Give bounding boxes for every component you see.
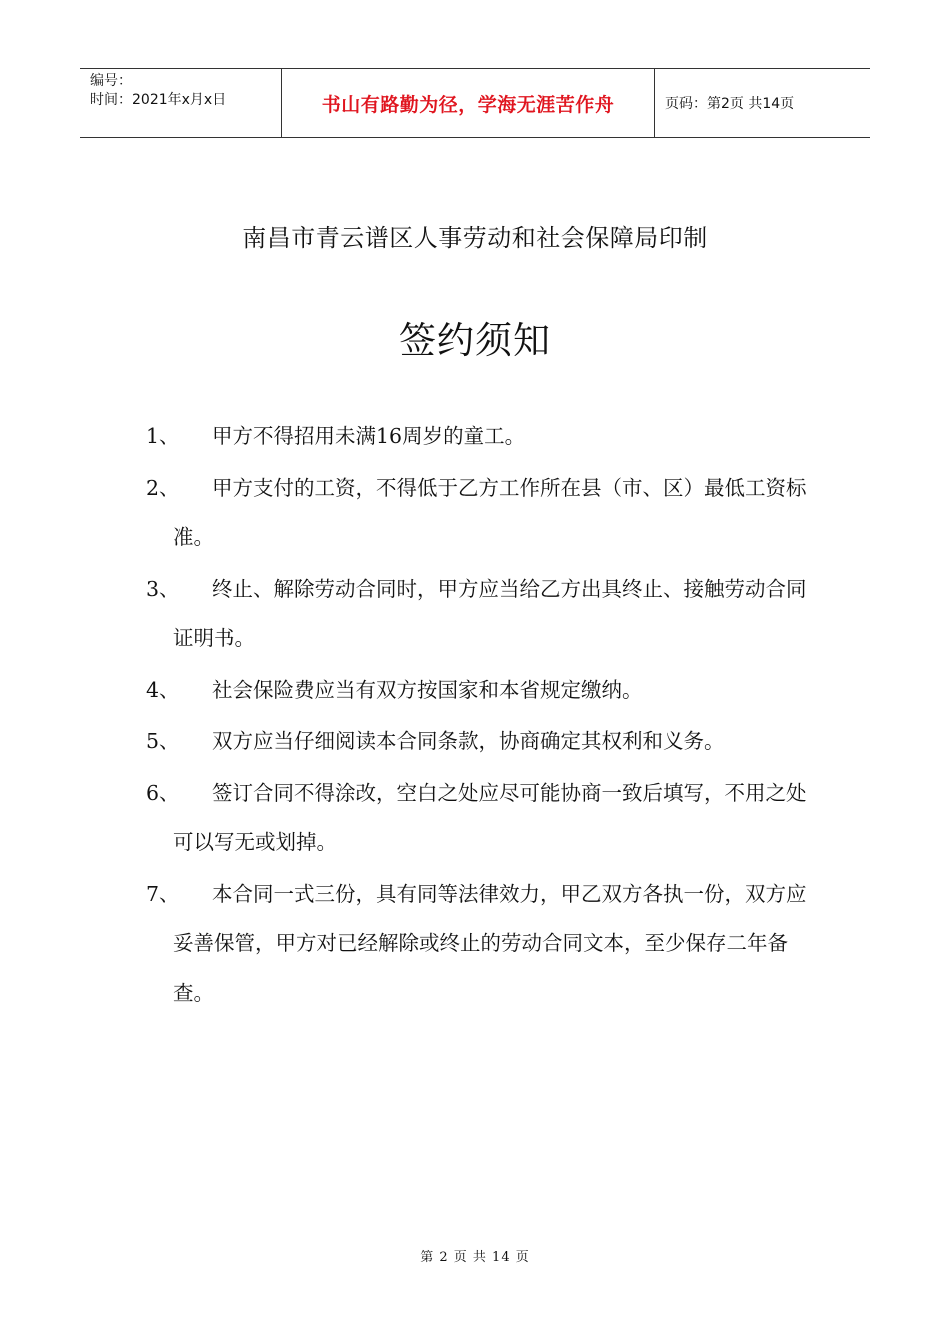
header-meta — [80, 69, 282, 137]
item-number: 4、 — [146, 677, 180, 702]
header-motto — [282, 69, 655, 137]
item-number: 7、 — [146, 881, 180, 906]
list-item — [0, 464, 950, 563]
list-item — [0, 565, 950, 664]
item-number: 2、 — [146, 475, 180, 500]
serial-number-label: 编号： — [90, 73, 132, 89]
item-number: 1、 — [146, 424, 180, 448]
header-page-info — [655, 69, 870, 137]
notice-list — [0, 412, 950, 1020]
document-title: 签约须知 — [399, 319, 551, 362]
item-text: 本合同一式三份，具有同等法律效力，甲乙双方各执一份，双方应妥善保管，甲方对已经解除或终止的劳动合同文本，至少保存二年备查。 — [173, 881, 807, 1005]
item-text: 甲方不得招用未满16周岁的童工。 — [212, 424, 526, 448]
item-number: 5、 — [146, 729, 180, 753]
page-footer: 第 2 页 共 14 页 — [420, 1250, 530, 1265]
list-item — [0, 769, 950, 868]
item-text: 签订合同不得涂改，空白之处应尽可能协商一致后填写，不用之处可以写无或划掉。 — [173, 780, 807, 854]
item-text: 社会保险费应当有双方按国家和本省规定缴纳。 — [212, 677, 643, 702]
motto-text: 书山有路勤为径，学海无涯苦作舟 — [321, 93, 615, 116]
item-number: 6、 — [146, 780, 180, 805]
list-item — [0, 666, 950, 716]
list-item — [0, 870, 950, 1019]
item-text: 双方应当仔细阅读本合同条款，协商确定其权利和义务。 — [212, 729, 725, 753]
list-item — [0, 717, 950, 767]
page-header — [80, 68, 870, 138]
date-label: 时间：2021年x月x日 — [90, 92, 227, 108]
item-text: 终止、解除劳动合同时，甲方应当给乙方出具终止、接触劳动合同证明书。 — [173, 576, 807, 650]
item-text: 甲方支付的工资，不得低于乙方工作所在县（市、区）最低工资标准。 — [173, 475, 807, 549]
list-item — [0, 412, 950, 462]
page-indicator: 页码：第2页 共14页 — [665, 96, 795, 112]
issuing-organization: 南昌市青云谱区人事劳动和社会保障局印制 — [242, 224, 708, 252]
item-number: 3、 — [146, 576, 180, 601]
